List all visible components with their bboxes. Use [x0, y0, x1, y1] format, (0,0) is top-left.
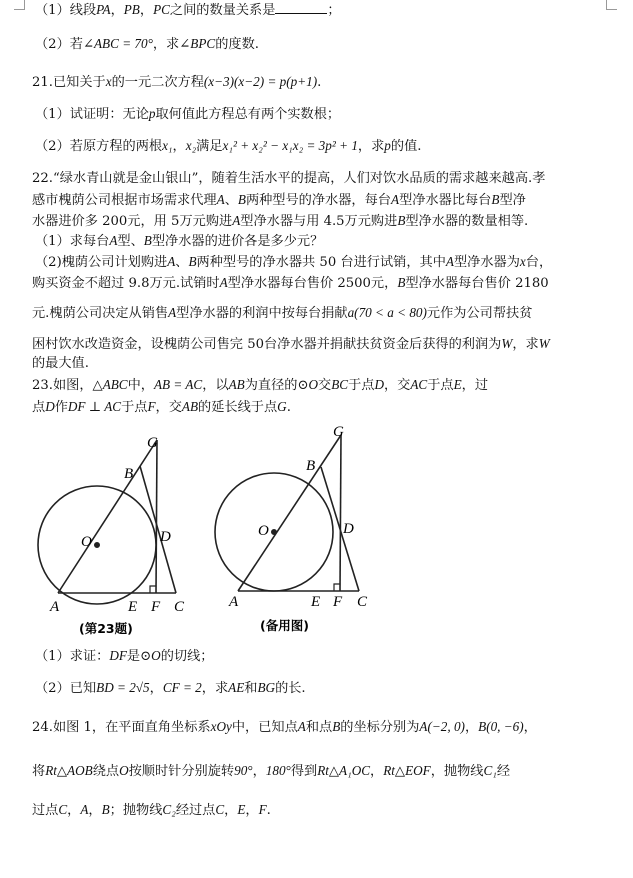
q22-part2-line3: 元.槐荫公司决定从销售A型净水器的利润中按每台捐献a(70 < a < 80)元作为公司帮扶贫: [32, 305, 533, 321]
figure-main-caption: (第23题): [79, 621, 133, 636]
q23-line2: 点D作DF ⊥ AC于点F，交AB的延长线于点G.: [32, 399, 291, 415]
q20-part1: （1）线段PA，PB，PC之间的数量关系是 ；: [35, 2, 341, 18]
label-o-2: O: [258, 523, 269, 539]
label-a-2: A: [229, 594, 239, 610]
q23-line1: 23.如图，△ABC中，AB = AC，以AB为直径的⊙O交BC于点D，交AC于点E，过: [32, 377, 489, 393]
q22-part1: （1）求每台A型、B型净水器的进价各是多少元？: [35, 233, 324, 249]
line-g-f-2: [340, 435, 341, 591]
q22-line1: 22.“绿水青山就是金山银山”，随着生活水平的提高，人们对饮水品质的需求越来越高.孝: [32, 171, 546, 186]
q21-stem: 21.已知关于x的一元二次方程(x−3)(x−2) = p(p+1).: [32, 74, 322, 90]
q22-part2-line4: 困村饮水改造资金，设槐荫公司售完 50台净水器并捐献扶贫资金后获得的利润为W，求W: [32, 336, 550, 352]
q22-part2-line2: 购买资金不超过 9.8万元.试销时A型净水器每台售价 2500元，B型净水器每台售价 2180: [32, 275, 549, 291]
label-c: C: [174, 599, 185, 615]
line-g-f: [156, 440, 157, 593]
center-dot: [95, 543, 99, 547]
line-a-g: [58, 440, 157, 593]
q24-line2: 将Rt△AOB绕点O按顺时针分别旋转90°，180°得到Rt△A₁OC，Rt△EOF，抛物线C₁经: [32, 763, 511, 779]
label-e: E: [128, 599, 138, 615]
figure-main: [38, 440, 176, 604]
center-dot-2: [272, 530, 276, 534]
label-d: D: [160, 529, 171, 545]
figure-main-labels: [49, 435, 185, 636]
figure-spare-caption: (备用图): [260, 618, 309, 633]
label-b-2: B: [306, 458, 316, 474]
label-d-2: D: [343, 521, 354, 537]
label-g-2: G: [333, 424, 344, 440]
right-angle-mark: [150, 586, 156, 593]
label-f-2: F: [333, 594, 343, 610]
label-c-2: C: [357, 594, 368, 610]
label-f: F: [151, 599, 161, 615]
q22-line3: 水器进价多 200元，用 5万元购进A型净水器与用 4.5万元购进B型净水器的数量相等.: [32, 213, 529, 229]
q23-part1: （1）求证：DF是⊙O的切线；: [35, 648, 214, 664]
right-angle-mark-2: [334, 584, 340, 591]
figure-spare-labels: [228, 424, 368, 633]
q21-part2: （2）若原方程的两根x₁，x₂满足x₁² + x₂² − x₁x₂ = 3p² + 1，求p的值.: [35, 138, 422, 154]
label-e-2: E: [311, 594, 321, 610]
line-a-g-2: [238, 435, 341, 591]
label-a: A: [50, 599, 60, 615]
q24-line3: 过点C，A，B；抛物线C₂经过点C，E，F.: [32, 802, 271, 818]
q22-part2-line5: 的最大值.: [32, 356, 89, 371]
q24-line1: 24.如图 1，在平面直角坐标系xOy中，已知点A和点B的坐标分别为A(−2, 0)，B(0, −6)，: [32, 719, 537, 735]
q20-part2: （2）若∠ABC = 70°，求∠BPC的度数.: [35, 36, 259, 52]
label-g: G: [147, 435, 158, 451]
label-b: B: [124, 466, 134, 482]
q21-part1: （1）试证明：无论p取何值此方程总有两个实数根；: [35, 106, 341, 122]
figure-spare: [215, 435, 359, 591]
q22-line2: 感市槐荫公司根据市场需求代理A、B两种型号的净水器，每台A型净水器比每台B型净: [32, 192, 526, 208]
label-o: O: [81, 534, 92, 550]
q22-part2-line1: （2)槐荫公司计划购进A、B两种型号的净水器共 50 台进行试销，其中A型净水器为x台，: [35, 254, 553, 270]
q23-part2: （2）已知BD = 2√5，CF = 2，求AE和BG的长.: [35, 680, 306, 696]
